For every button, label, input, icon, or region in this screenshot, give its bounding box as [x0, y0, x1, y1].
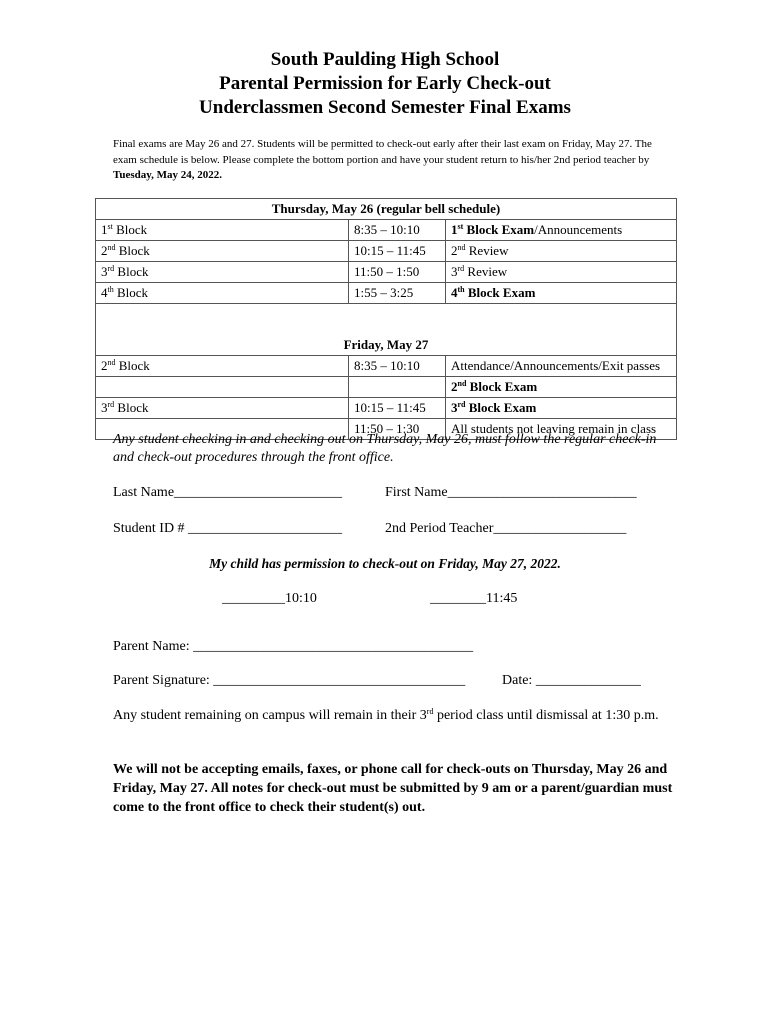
intro-deadline: Tuesday, May 24, 2022. — [113, 169, 223, 181]
block-cell: 2nd Block — [96, 356, 349, 377]
table-row — [96, 377, 677, 398]
time-cell: 11:50 – 1:30 — [349, 419, 446, 440]
first-name-field[interactable]: First Name___________________________ — [385, 485, 637, 500]
activity-cell: 4th Block Exam — [446, 283, 677, 304]
last-name-field[interactable]: Last Name________________________ — [113, 485, 343, 500]
time-cell: 1:55 – 3:25 — [349, 283, 446, 304]
date-field[interactable]: Date: _______________ — [502, 673, 641, 688]
table-row — [96, 283, 677, 304]
activity-cell: 2nd Review — [446, 241, 677, 262]
table-row — [96, 356, 677, 377]
intro-text: Final exams are May 26 and 27. Students will be permitted to check-out early after their last exam on Friday, May 27. The exam schedule is below. Please complete the bottom portion and have your student return to his/her 2nd period teacher by — [113, 138, 652, 166]
spacer-cell — [96, 304, 677, 336]
intro-paragraph — [113, 137, 653, 184]
time-cell — [349, 377, 446, 398]
friday-header-row — [96, 335, 677, 356]
checkout-option-1145[interactable]: ________11:45 — [430, 591, 518, 606]
time-cell: 10:15 – 11:45 — [349, 241, 446, 262]
table-row — [96, 398, 677, 419]
activity-cell: 3rd Review — [446, 262, 677, 283]
form-title: Parental Permission for Early Check-out — [219, 73, 551, 94]
friday-header: Friday, May 27 — [96, 335, 677, 356]
teacher-field[interactable]: 2nd Period Teacher___________________ — [385, 521, 627, 536]
thursday-header-row — [96, 199, 677, 220]
time-cell: 10:15 – 11:45 — [349, 398, 446, 419]
block-cell: 3rd Block — [96, 262, 349, 283]
parent-name-field[interactable]: Parent Name: ________________________________________ — [113, 639, 474, 654]
time-cell: 8:35 – 10:10 — [349, 356, 446, 377]
block-cell: 1st Block — [96, 220, 349, 241]
remain-on-campus-text: Any student remaining on campus will remain in their 3rd period class until dismissal at 1:30 p.m. — [113, 707, 659, 723]
block-cell: 3rd Block — [96, 398, 349, 419]
parent-signature-field[interactable]: Parent Signature: ____________________________________ — [113, 673, 466, 688]
exam-schedule-table — [95, 198, 677, 440]
table-row — [96, 241, 677, 262]
time-cell: 11:50 – 1:50 — [349, 262, 446, 283]
form-subtitle: Underclassmen Second Semester Final Exams — [199, 97, 571, 118]
activity-cell: Attendance/Announcements/Exit passes — [446, 356, 677, 377]
activity-cell: 3rd Block Exam — [446, 398, 677, 419]
checkout-policy-text: We will not be accepting emails, faxes, or phone call for check-outs on Thursday, May 26 and Friday, May 27. All notes for check-out must be submitted by 9 am or a parent/guardian must come to the front office to check their student(s) out. — [113, 762, 673, 815]
block-cell: 4th Block — [96, 283, 349, 304]
check-in-note: Any student checking in and checking out on Thursday, May 26, must follow the regular check-in and check-out procedures through the front office. — [113, 432, 657, 465]
checkout-option-1010[interactable]: _________10:10 — [222, 591, 317, 606]
table-row — [96, 220, 677, 241]
spacer-row — [96, 304, 677, 336]
block-cell — [96, 377, 349, 398]
thursday-header: Thursday, May 26 (regular bell schedule) — [96, 199, 677, 220]
activity-cell: All students not leaving remain in class — [446, 419, 677, 440]
block-cell: 2nd Block — [96, 241, 349, 262]
permission-statement: My child has permission to check-out on Friday, May 27, 2022. — [209, 556, 561, 571]
activity-cell: 1st Block Exam/Announcements — [446, 220, 677, 241]
time-cell: 8:35 – 10:10 — [349, 220, 446, 241]
activity-cell: 2nd Block Exam — [446, 377, 677, 398]
student-id-field[interactable]: Student ID # ______________________ — [113, 521, 343, 536]
table-row — [96, 262, 677, 283]
school-name: South Paulding High School — [270, 49, 500, 70]
